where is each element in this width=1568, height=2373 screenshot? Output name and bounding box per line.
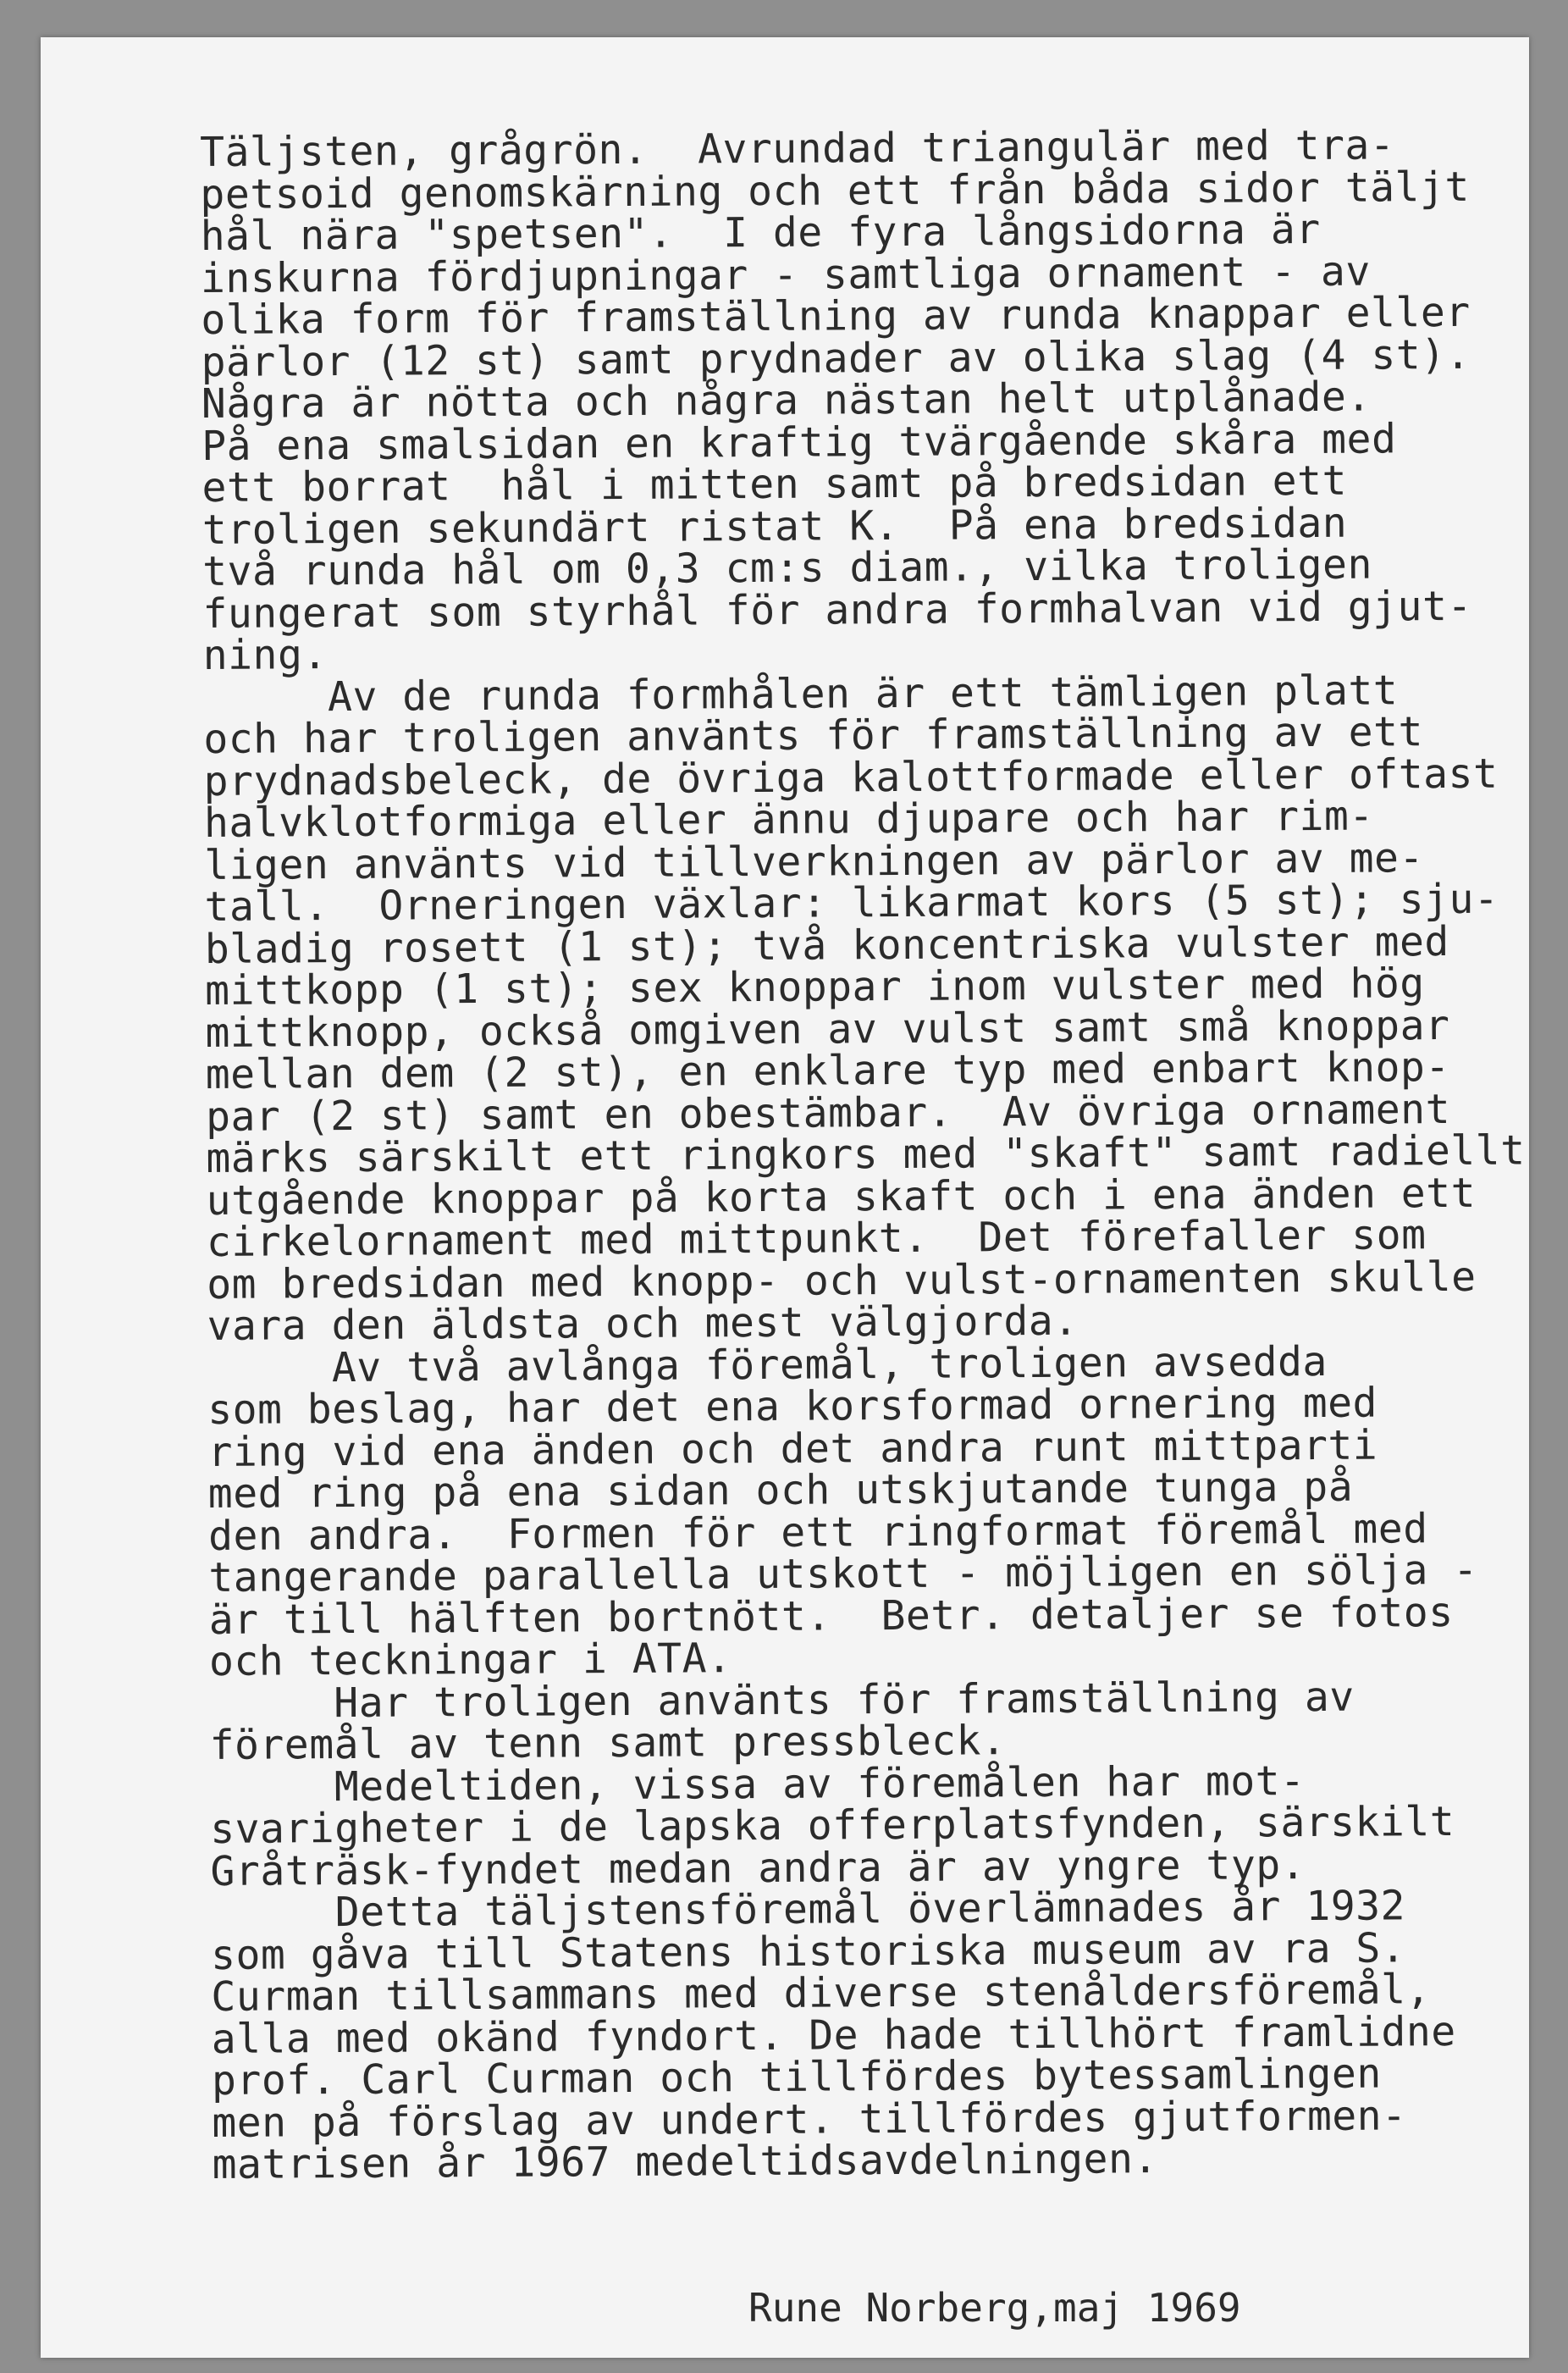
text-line: som gåva till Statens historiska museum av ra S.: [210, 1923, 1406, 1979]
text-line: prydnadsbeleck, de övriga kalottformade eller oftast: [203, 750, 1499, 805]
text-line: petsoid genomskärning och ett från båda sidor täljt: [200, 163, 1470, 218]
text-line: och teckningar i ATA.: [208, 1635, 732, 1685]
text-line: ett borrat hål i mitten samt på bredsidan ett: [202, 456, 1348, 512]
text-line: Har troligen använts för framställning av: [209, 1673, 1355, 1728]
text-line: och har troligen använts för framställning av ett: [203, 708, 1424, 763]
signature-line: Rune Norberg,maj 1969: [748, 2285, 1241, 2331]
text-line: pärlor (12 st) samt prydnader av olika slag (4 st).: [201, 330, 1471, 386]
text-line: föremål av tenn samt pressbleck.: [209, 1717, 1007, 1769]
text-line: vara den äldsta och mest välgjorda.: [207, 1297, 1079, 1350]
text-line: hål nära "spetsen". I de fyra långsidorna är: [200, 205, 1321, 260]
text-line: Gråträsk-fyndet medan andra är av yngre typ.: [210, 1840, 1306, 1895]
text-line: Curman tillsammans med diverse stenåldersföremål,: [211, 1966, 1432, 2021]
text-line: utgående knoppar på korta skaft och i ena änden ett: [206, 1169, 1477, 1225]
text-line: halvklotformiga eller ännu djupare och har rim-: [203, 792, 1374, 847]
text-line: par (2 st) samt en obestämbar. Av övriga ornament: [205, 1085, 1451, 1141]
text-line: fungerat som styrhål för andra formhalvan vid gjut-: [202, 582, 1472, 638]
text-line: som beslag, har det ena korsformad ornering med: [207, 1379, 1378, 1434]
text-line: den andra. Formen för ett ringformat föremål med: [207, 1504, 1428, 1560]
text-line: med ring på ena sidan och utskjutande tunga på: [207, 1463, 1354, 1518]
text-line: men på förslag av undert. tillfördes gjutformen-: [212, 2091, 1407, 2147]
text-line: Av de runda formhålen är ett tämligen platt: [202, 666, 1399, 722]
text-line: mittknopp, också omgiven av vulst samt små knoppar: [205, 1001, 1450, 1057]
text-line: Täljsten, grågrön. Avrundad triangulär med tra-: [199, 121, 1395, 176]
text-line: ning.: [202, 631, 328, 679]
text-line: mellan dem (2 st), en enklare typ med enbart knop-: [205, 1043, 1450, 1098]
text-line: bladig rosett (1 st); två koncentriska vulster med: [204, 917, 1449, 973]
text-line: tall. Orneringen växlar: likarmat kors (5 st); sju-: [204, 875, 1499, 931]
text-line: ligen använts vid tillverkningen av pärlor av me-: [204, 833, 1424, 889]
text-line: om bredsidan med knopp- och vulst-ornamenten skulle: [207, 1253, 1477, 1308]
text-line: tangerande parallella utskott - möjligen en sölja -: [208, 1546, 1478, 1601]
text-line: cirkelornament med mittpunkt. Det förefaller som: [206, 1211, 1427, 1266]
text-line: svarigheter i de lapska offerplatsfynden, särskilt: [210, 1797, 1455, 1853]
text-line: två runda hål om 0,3 cm:s diam., vilka troligen: [202, 540, 1373, 595]
typed-page: [41, 37, 1529, 2358]
text-line: Av två avlånga föremål, troligen avsedda: [207, 1337, 1328, 1392]
text-line: mittkopp (1 st); sex knoppar inom vulster med hög: [205, 960, 1425, 1015]
text-line: prof. Carl Curman och tillfördes bytessamlingen: [211, 2049, 1382, 2105]
text-line: märks särskilt ett ringkors med "skaft" samt radiellt: [206, 1126, 1526, 1182]
text-line: inskurna fördjupningar - samtliga ornament - av: [200, 247, 1371, 302]
text-line: Detta täljstensföremål överlämnades år 1932: [210, 1882, 1406, 1937]
text-line: Några är nötta och några nästan helt utplånade.: [201, 373, 1372, 428]
text-line: troligen sekundärt ristat K. På ena bredsidan: [202, 499, 1348, 554]
text-line: På ena smalsidan en kraftig tvärgående skåra med: [202, 414, 1397, 470]
text-line: olika form för framställning av runda knappar eller: [201, 288, 1471, 344]
text-line: matrisen år 1967 medeltidsavdelningen.: [212, 2135, 1158, 2188]
text-line: är till hälften bortnött. Betr. detaljer se fotos: [208, 1588, 1454, 1644]
text-line: alla med okänd fyndort. De hade tillhört framlidne: [211, 2007, 1456, 2063]
text-line: ring vid ena änden och det andra runt mittparti: [207, 1421, 1378, 1476]
text-line: Medeltiden, vissa av föremålen har mot-: [209, 1756, 1306, 1812]
typescript-body: [199, 121, 1533, 2188]
